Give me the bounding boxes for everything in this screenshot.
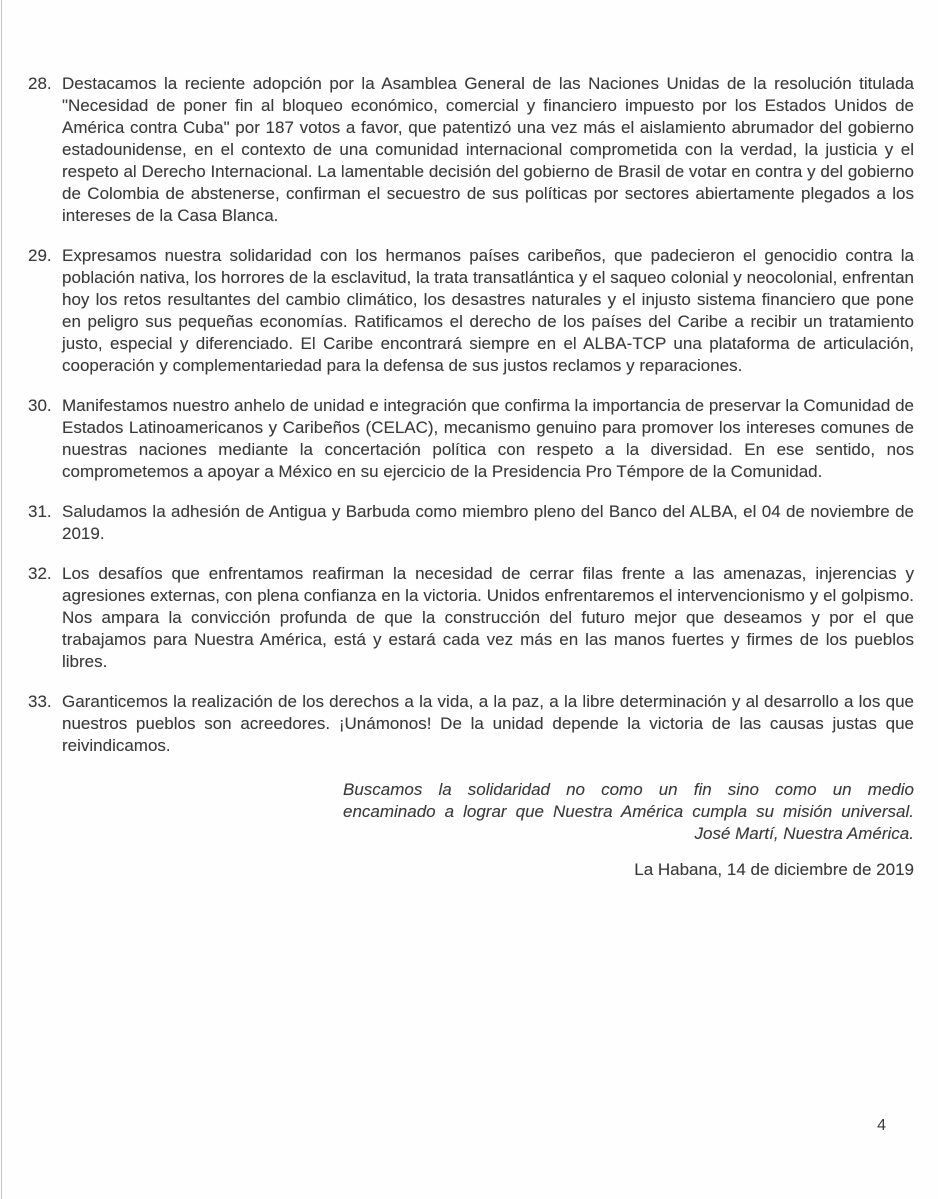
paragraph-number: 32. — [28, 564, 52, 583]
quote-block — [343, 779, 914, 845]
paragraph-text: Los desafíos que enfrentamos reafirman la necesidad de cerrar filas frente a las amenazas, injerencias y agresiones externas, con plena confianza en la victoria. Unidos enfrentaremos el intervencionismo y el golpismo. Nos ampara la convicción profunda de que la construcción del futuro mejor que deseamos y por el que trabajamos para Nuestra América, está y estará cada vez más en las manos fuertes y firmes de los pueblos libres. — [62, 564, 914, 671]
dateline: La Habana, 14 de diciembre de 2019 — [634, 860, 914, 879]
paragraph-number: 29. — [28, 246, 52, 265]
paragraph-text: Saludamos la adhesión de Antigua y Barbuda como miembro pleno del Banco del ALBA, el 04 de noviembre de 2019. — [62, 502, 914, 543]
numbered-paragraph — [28, 73, 914, 227]
paragraph-number: 33. — [28, 692, 52, 711]
numbered-paragraph — [28, 501, 914, 545]
document-body — [28, 73, 914, 881]
numbered-paragraph — [28, 563, 914, 673]
paragraph-number: 30. — [28, 396, 52, 415]
quote-line: encaminado a lograr que Nuestra América cumpla su misión universal. — [343, 802, 914, 821]
numbered-paragraph — [28, 245, 914, 377]
paragraph-text: Destacamos la reciente adopción por la Asamblea General de las Naciones Unidas de la resolución titulada "Necesidad de poner fin al bloqueo económico, comercial y financiero impuesto por los Estados Unidos de América contra Cuba" por 187 votos a favor, que patentizó una vez más el aislamiento abrumador del gobierno estadounidense, en el contexto de una comunidad internacional comprometida con la verdad, la justicia y el respeto al Derecho Internacional. La lamentable decisión del gobierno de Brasil de votar en contra y del gobierno de Colombia de abstenerse, confirman el secuestro de sus políticas por sectores abiertamente plegados a los intereses de la Casa Blanca. — [62, 74, 914, 225]
numbered-paragraph — [28, 395, 914, 483]
paragraph-text: Expresamos nuestra solidaridad con los hermanos países caribeños, que padecieron el genocidio contra la población nativa, los horrores de la esclavitud, la trata transatlántica y el saqueo colonial y neocolonial, enfrentan hoy los retos resultantes del cambio climático, los desastres naturales y el injusto sistema financiero que pone en peligro sus pequeñas economías. Ratificamos el derecho de los países del Caribe a recibir un tratamiento justo, especial y diferenciado. El Caribe encontrará siempre en el ALBA-TCP una plataforma de articulación, cooperación y complementariedad para la defensa de sus justos reclamos y reparaciones. — [62, 246, 914, 375]
paragraph-number: 28. — [28, 74, 52, 93]
page-number: 4 — [877, 1117, 886, 1134]
quote-attribution: José Martí, Nuestra América. — [694, 824, 914, 843]
paragraph-text: Manifestamos nuestro anhelo de unidad e integración que confirma la importancia de preservar la Comunidad de Estados Latinoamericanos y Caribeños (CELAC), mecanismo genuino para promover los intereses comunes de nuestras naciones mediante la concertación política con respeto a la diversidad. En ese sentido, nos comprometemos a apoyar a México en su ejercicio de la Presidencia Pro Témpore de la Comunidad. — [62, 396, 914, 481]
paragraph-text: Garanticemos la realización de los derechos a la vida, a la paz, a la libre determinación y al desarrollo a los que nuestros pueblos son acreedores. ¡Unámonos! De la unidad depende la victoria de las causas justas que reivindicamos. — [62, 692, 914, 755]
quote-line: Buscamos la solidaridad no como un fin sino como un medio — [343, 780, 914, 799]
paragraph-number: 31. — [28, 502, 52, 521]
numbered-paragraph — [28, 691, 914, 757]
page-left-edge — [1, 0, 2, 1199]
